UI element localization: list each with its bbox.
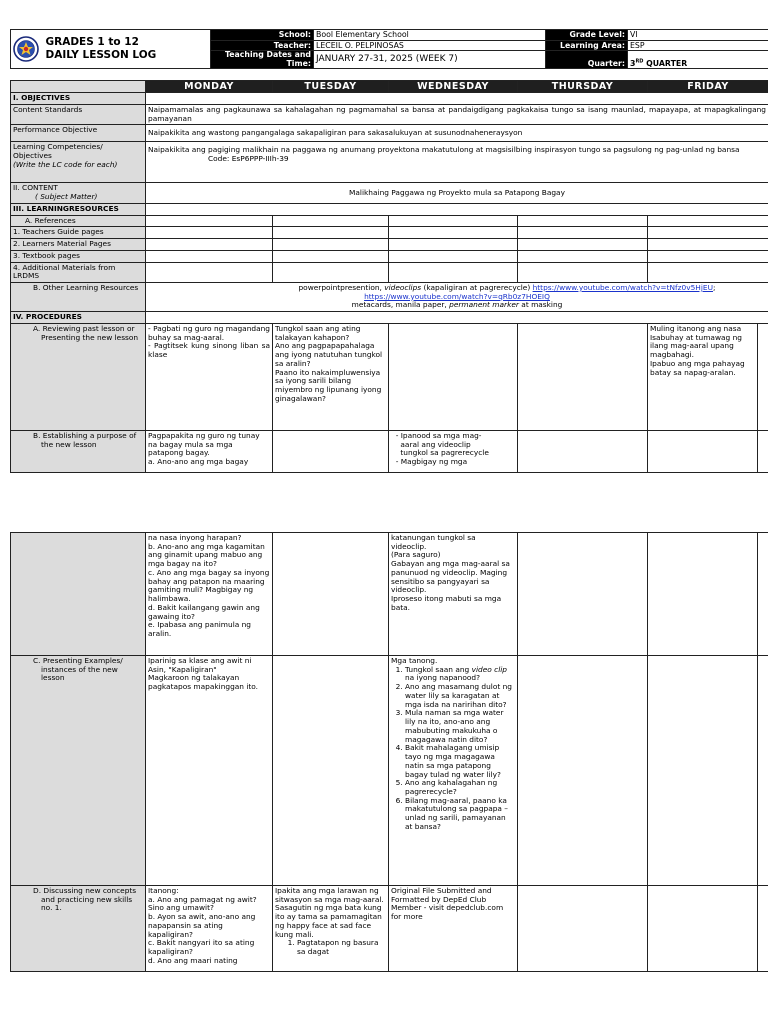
questions-list [405,666,515,832]
quarter-label: Quarter: [546,51,628,69]
question-3: 3. Mula naman sa mga water lily na ito, ano-ano ang mabubuting makukuha o magagawa natin dito? [405,709,515,744]
additional-materials-label: 4. Additional Materials from LRDMS [11,262,146,282]
competencies-code: Code: EsP6PPP-IIIh-39 [208,154,289,164]
lm-fri [648,239,768,251]
dates-value: JANUARY 27-31, 2025 (WEEK 7) [314,51,546,69]
lesson-log-table [10,80,768,473]
am-wed [389,262,518,282]
grade-value: VI [628,30,768,41]
procedure-b-label: B. Establishing a purpose of the new lesson [11,430,146,472]
content-text: Malikhaing Paggawa ng Proyekto mula sa Patapong Bagay [146,183,768,203]
day-header-thursday: THURSDAY [518,81,648,93]
dates-label [211,51,314,69]
procedure-c-tuesday [273,656,389,886]
olr-text-a: powerpointpresention, [298,283,385,293]
procedure-b-friday [648,430,758,472]
procedure-a-tuesday: Tungkol saan ang ating talakayan kahapon? Ano ang pagpapapahalaga ang iyong natutuhan tungkol sa aralin? Paano ito nakaimpluwensiya sa iyong sarili bilang miyembro ng lipunang iyong ginagalawan? [273,323,389,430]
am-fri [648,262,768,282]
other-resources-line3 [148,301,766,310]
procedure-d-label: D. Discussing new concepts and practicing new skills no. 1. [11,886,146,972]
tb-wed [389,250,518,262]
olr-text-d: ; [713,283,716,293]
procedure-b-thursday-cont [518,533,648,656]
procedure-c-extra [758,656,768,886]
procedure-b-monday: Pagpapakita ng guro ng tunay na bagay mula sa mga patapong bagay. a. Ano-ano ang mga bagay [146,430,273,472]
tg-thu [518,227,648,239]
header-title-cell [11,30,211,69]
school-label: School: [211,30,314,41]
procedure-a-wednesday [389,323,518,430]
procedure-d-tuesday-text: Ipakita ang mga larawan ng sitwasyon sa mga mag-aaral. Sasagutin ng mga bata kung ito ay tama sa pamamagitan ng happy face at sad face kung mali. [275,886,384,939]
tb-thu [518,250,648,262]
olr-text-c: (kapaligiran at pagrerecycle) [421,283,533,293]
procedure-b-monday-cont: na nasa inyong harapan? b. Ano-ano ang mga kagamitan ang ginamit upang mabuo ang mga bagay na ito? c. Ano ang mga bagay sa inyong bahay ang patapon na maaring gamiting muli? Magbigay ng halimbawa. d. Bakit kailangang gawin ang gawaing ito? e. Ipabasa ang panimula ng aralin. [146,533,273,656]
competencies-description: Naipakikita ang pagiging malikhain na paggawa ng anumang proyektona makatutulong at magsisilbing inspirasyon tungo sa pagsulong ng pag-unlad ng bansa [148,145,740,155]
ref-wed [389,215,518,227]
content-label-line2: ( Subject Matter) [35,192,98,202]
competencies-text [146,142,768,183]
content-standards-text: Naipamamalas ang pagkaunawa sa kahalagahan ng pagmamahal sa bansa at pandaigdigang pagkakaisa tungo sa isang maunlad, mapayapa, at mapagkalingang pamayanan [146,104,768,124]
objectives-section: I. OBJECTIVES [11,93,146,105]
objectives-blank [146,93,768,105]
header-title-line1: GRADES 1 to 12 [45,35,139,48]
other-resources-label: B. Other Learning Resources [11,283,146,312]
video-link-1[interactable]: https://www.youtube.com/watch?v=tNfz0v5HjEU [532,283,713,293]
procedures-blank [146,312,768,324]
question-1-c: na iyong napanood? [405,673,481,683]
question-1-a: Tungkol saan ang [405,664,472,674]
procedure-b-wednesday-cont: katanungan tungkol sa videoclip. (Para saguro) Gabayan ang mga mag-aaral sa panunuod ng videoclip. Maging sensitibo sa pangyayari sa videoclip. Iproseso itong mabuti sa mga bata. [389,533,518,656]
header-title-line2: DAILY LESSON LOG [45,49,157,62]
lm-tue [273,239,389,251]
content-label [11,183,146,203]
procedure-a-label: A. Reviewing past lesson or Presenting the new lesson [11,323,146,430]
lm-thu [518,239,648,251]
procedure-a-thursday [518,323,648,430]
question-1 [405,666,515,683]
procedure-b-label-cont [11,533,146,656]
ref-tue [273,215,389,227]
competencies-label-line1: Learning Competencies/ Objectives [13,142,103,161]
procedure-b-tuesday-cont [273,533,389,656]
performance-objective-text: Naipakikita ang wastong pangangalaga sakapaligiran para sakasalukuyan at susunodnaheneraysyon [146,125,768,142]
tg-tue [273,227,389,239]
procedure-c-monday: Iparinig sa klase ang awit ni Asin, "Kapaligiran" Magkaroon ng talakayan pagkatapos mapakinggan ito. [146,656,273,886]
procedure-c-wednesday [389,656,518,886]
quarter-rest: QUARTER [643,58,688,68]
lesson-log-table-continued [10,532,768,972]
am-tue [273,262,389,282]
dates-label-line1: Teaching Dates and [224,50,311,59]
procedure-d-tuesday-list [297,939,386,956]
area-label: Learning Area: [546,40,628,51]
lm-mon [146,239,273,251]
procedure-d-extra [758,886,768,972]
performance-objective-label: Performance Objective [11,125,146,142]
ref-mon [146,215,273,227]
quarter-value [628,51,768,69]
deped-seal-icon [13,36,39,62]
dates-label-line2: Time: [286,58,311,68]
competencies-label [11,142,146,183]
am-mon [146,262,273,282]
procedure-b-thursday [518,430,648,472]
procedure-b-extra-cont [758,533,768,656]
question-4: 4. Bakit mahalagang umisip tayo ng mga magagawa natin sa mga patapong bagay tulad ng water lily? [405,744,515,779]
teacher-label: Teacher: [211,40,314,51]
olr-text-b: videoclips [384,283,422,293]
procedure-c-friday [648,656,758,886]
procedure-a-friday: Muling itanong ang nasa Isabuhay at tumawag ng ilang mag-aaral upang magbahagi. Ipabuo ang mga pahayag batay sa napag-aralan. [648,323,758,430]
school-value: Bool Elementary School [314,30,546,41]
tg-mon [146,227,273,239]
procedure-b-extra [758,430,768,472]
olr-materials-c: at masking [518,300,563,310]
references-label: A. References [11,215,146,227]
day-header-blank [11,81,146,93]
procedure-d-thursday [518,886,648,972]
procedures-section: IV. PROCEDURES [11,312,146,324]
tb-tue [273,250,389,262]
question-6: 6. Bilang mag-aaral, paano ka makatutulong sa pagpapa – unlad ng sarili, pamayanan at bansa? [405,797,515,832]
procedure-d-tuesday [273,886,389,972]
day-header-friday: FRIDAY [648,81,768,93]
day-header-monday: MONDAY [146,81,273,93]
quarter-sup: RD [635,58,644,65]
video-link-2[interactable]: https://www.youtube.com/watch?v=qRb0z7HOEIQ [364,291,550,301]
procedure-c-label: C. Presenting Examples/ instances of the new lesson [11,656,146,886]
procedure-b-friday-cont [648,533,758,656]
procedure-a-extra [758,323,768,430]
tb-mon [146,250,273,262]
question-2: 2. Ano ang masamang dulot ng water lily sa karagatan at mga isda na naririhan dito? [405,683,515,709]
procedure-a-monday: - Pagbati ng guro ng magandang buhay sa mag-aaral. - Pagtitsek kung sinong liban sa klase [146,323,273,430]
tb-fri [648,250,768,262]
quarter-num: 3 [630,58,636,68]
day-header-tuesday: TUESDAY [273,81,389,93]
questions-intro: Mga tanong. [391,656,438,665]
procedure-d-friday [648,886,758,972]
header-table [10,29,768,69]
am-thu [518,262,648,282]
procedure-d-wednesday: Original File Submitted and Formatted by DepEd Club Member - visit depedclub.com for more [389,886,518,972]
ref-thu [518,215,648,227]
procedure-d-monday: Itanong: a. Ano ang pamagat ng awit? Sino ang umawit? b. Ayon sa awit, ano-ano ang napapansin sa ating kapaligiran? c. Bakit nangyari ito sa ating kapaligiran? d. Ano ang maari nating [146,886,273,972]
tg-fri [648,227,768,239]
lm-wed [389,239,518,251]
procedure-b-tuesday [273,430,389,472]
procedure-d-tuesday-item-1: 1. Pagtatapon ng basura sa dagat [297,939,386,956]
procedure-c-thursday [518,656,648,886]
tg-wed [389,227,518,239]
area-value: ESP [628,40,768,51]
textbook-label: 3. Textbook pages [11,250,146,262]
question-1-b: video clip [471,664,507,674]
resources-blank [146,203,768,215]
grade-label: Grade Level: [546,30,628,41]
other-resources-text [146,283,768,312]
teachers-guide-label: 1. Teachers Guide pages [11,227,146,239]
procedure-b-wednesday: - Ipanood sa mga mag- aaral ang videoclip tungkol sa pagrerecycle - Magbigay ng mga [389,430,518,472]
learners-material-label: 2. Learners Material Pages [11,239,146,251]
teacher-value: LECEIL O. PELPINOSAS [314,40,546,51]
content-standards-label: Content Standards [11,104,146,124]
content-label-line1: II. CONTENT [13,183,58,193]
ref-fri [648,215,768,227]
resources-section: III. LEARNINGRESOURCES [11,203,146,215]
competencies-label-line2: (Write the LC code for each) [13,159,118,169]
olr-materials-b: permanent marker [449,300,519,310]
olr-materials-a: metacards, manila paper, [351,300,450,310]
day-header-wednesday: WEDNESDAY [389,81,518,93]
question-5: 5. Ano ang kahalagahan ng pagrerecycle? [405,779,515,796]
